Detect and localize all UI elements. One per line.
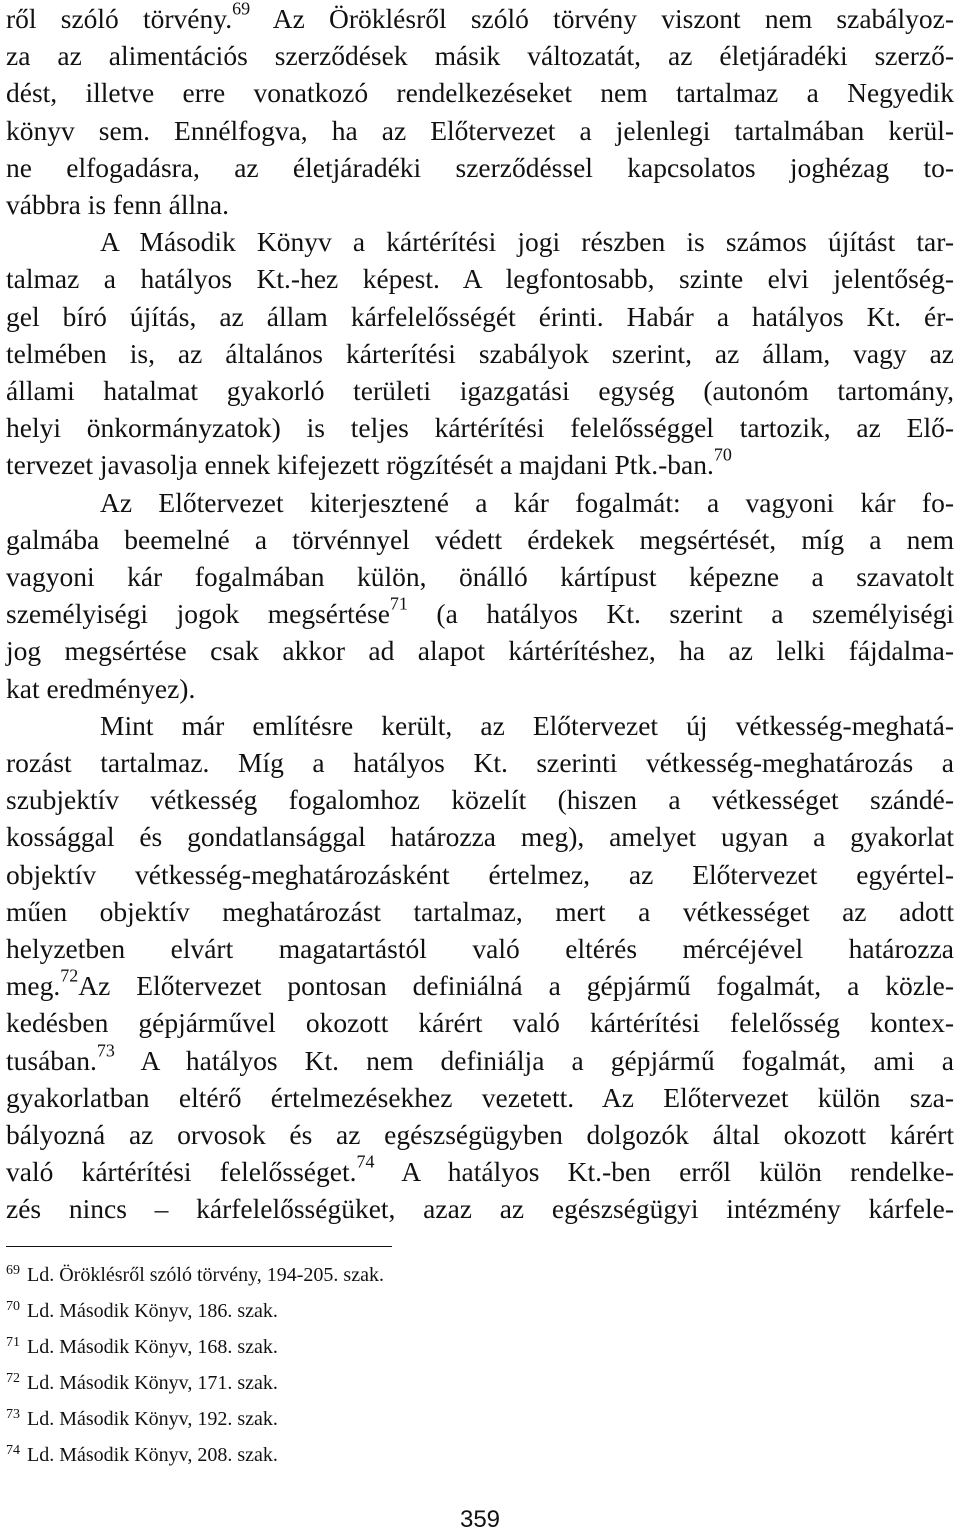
footnote-text: Ld. Öröklésről szóló törvény, 194-205. szak. bbox=[27, 1264, 384, 1286]
text-line: za az alimentációs szerződések másik változatát, az életjáradéki szerző- bbox=[6, 40, 954, 72]
footnote-number: 72 bbox=[6, 1371, 20, 1386]
text-line bbox=[6, 1153, 954, 1190]
text-line: objektív vétkesség-meghatározásként értelmez, az Előtervezet egyértel- bbox=[6, 858, 954, 890]
footnote-separator bbox=[6, 1246, 392, 1247]
line-text: tervezet javasolja ennek kifejezett rögzítését a majdani Ptk.-ban. bbox=[6, 449, 714, 481]
text-line: gel bíró újítás, az állam kárfelelősségét érinti. Habár a hatályos Kt. ér- bbox=[6, 300, 954, 332]
text-line bbox=[6, 1042, 954, 1079]
footnote bbox=[6, 1442, 278, 1468]
footnote-number: 74 bbox=[6, 1443, 20, 1458]
text-line: A Második Könyv a kártérítési jogi részben is számos újítást tar- bbox=[100, 226, 954, 258]
text-line: kedésben gépjárművel okozott kárért való kártérítési felelősség kontex- bbox=[6, 1007, 954, 1039]
text-line bbox=[6, 967, 954, 1004]
footnote-text: Ld. Második Könyv, 168. szak. bbox=[27, 1336, 278, 1358]
text-line: rozást tartalmaz. Míg a hatályos Kt. szerinti vétkesség-meghatározás a bbox=[6, 747, 954, 778]
page-number: 359 bbox=[459, 1506, 501, 1533]
footnote-text: Ld. Második Könyv, 171. szak. bbox=[27, 1372, 278, 1394]
footnote bbox=[6, 1406, 278, 1432]
text-line: műen objektív meghatározást tartalmaz, mert a vétkességet az adott bbox=[6, 895, 954, 927]
text-line: könyv sem. Ennélfogva, ha az Előtervezet a jelenlegi tartalmában kerül- bbox=[6, 114, 954, 146]
footnote-ref: 73 bbox=[96, 1040, 115, 1061]
footnote bbox=[6, 1262, 384, 1288]
text-line: Az Előtervezet kiterjesztené a kár fogalmát: a vagyoni kár fo- bbox=[100, 486, 954, 518]
text-line: kossággal és gondatlansággal határozza meg), amelyet ugyan a gyakorlat bbox=[6, 821, 954, 853]
line-text: Az Előtervezet pontosan definiálná a gépjármű fogalmát, a közle- bbox=[78, 970, 954, 1002]
footnote-ref: 71 bbox=[389, 593, 408, 614]
text-line: telmében is, az általános kárterítési szabályok szerint, az állam, vagy az bbox=[6, 337, 954, 369]
line-text: ről szóló törvény. bbox=[6, 3, 233, 34]
footnote-ref: 72 bbox=[60, 965, 79, 986]
text-line: helyzetben elvárt magatartástól való eltérés mércéjével határozza bbox=[6, 933, 954, 964]
text-line: Mint már említésre került, az Előtervezet új vétkesség-meghatá- bbox=[100, 709, 954, 741]
text-line: vábbra is fenn állna. bbox=[6, 189, 229, 220]
text-line bbox=[6, 446, 954, 483]
footnote-number: 69 bbox=[6, 1263, 20, 1278]
footnote-text: Ld. Második Könyv, 208. szak. bbox=[27, 1444, 278, 1466]
text-line bbox=[6, 595, 954, 632]
text-line: helyi önkormányzatok) is teljes kártérítési felelősséggel tartozik, az Elő- bbox=[6, 412, 954, 444]
text-line: zés nincs – kárfelelősségüket, azaz az egészségügyi intézmény kárfele- bbox=[6, 1193, 954, 1225]
footnote-number: 70 bbox=[6, 1299, 20, 1314]
text-line: bályozná az orvosok és az egészségügyben dolgozók által okozott kárért bbox=[6, 1119, 954, 1150]
footnote-ref: 74 bbox=[356, 1151, 375, 1172]
footnote bbox=[6, 1370, 278, 1396]
footnote-number: 71 bbox=[6, 1335, 20, 1350]
line-text: A hatályos Kt.-ben erről külön rendelke- bbox=[374, 1156, 954, 1188]
text-line: galmába beemelné a törvénnyel védett érdekek megsértését, míg a nem bbox=[6, 523, 954, 555]
footnote-text: Ld. Második Könyv, 186. szak. bbox=[27, 1300, 278, 1322]
line-text: Az Öröklésről szóló törvény viszont nem szabályoz- bbox=[250, 3, 954, 34]
footnote-text: Ld. Második Könyv, 192. szak. bbox=[27, 1408, 278, 1430]
text-line: vagyoni kár fogalmában külön, önálló kártípust képezne a szavatolt bbox=[6, 561, 954, 592]
footnote-ref: 70 bbox=[713, 444, 732, 465]
footnote-ref: 69 bbox=[232, 0, 251, 19]
line-text: A hatályos Kt. nem definiálja a gépjármű fogalmát, ami a bbox=[114, 1044, 954, 1076]
text-line: jog megsértése csak akkor ad alapot kártérítéshez, ha az lelki fájdalma- bbox=[6, 635, 954, 667]
line-text: való kártérítési felelősséget. bbox=[6, 1156, 357, 1188]
text-line: szubjektív vétkesség fogalomhoz közelít (hiszen a vétkességet szándé- bbox=[6, 784, 954, 816]
line-text: (a hatályos Kt. szerint a személyiségi bbox=[407, 598, 954, 630]
text-line bbox=[6, 0, 954, 37]
line-text: személyiségi jogok megsértése bbox=[6, 598, 390, 630]
text-line: ne elfogadásra, az életjáradéki szerződéssel kapcsolatos joghézag to- bbox=[6, 151, 954, 183]
line-text: tusában. bbox=[6, 1044, 97, 1076]
text-line: kat eredményez). bbox=[6, 672, 196, 704]
text-line: állami hatalmat gyakorló területi igazgatási egység (autonóm tartomány, bbox=[6, 375, 954, 406]
footnote-number: 73 bbox=[6, 1407, 20, 1422]
footnote bbox=[6, 1334, 278, 1360]
text-line: talmaz a hatályos Kt.-hez képest. A legfontosabb, szinte elvi jelentőség- bbox=[6, 263, 954, 295]
text-line: dést, illetve erre vonatkozó rendelkezéseket nem tartalmaz a Negyedik bbox=[6, 77, 954, 109]
footnote bbox=[6, 1298, 278, 1324]
text-line: gyakorlatban eltérő értelmezésekhez vezetett. Az Előtervezet külön sza- bbox=[6, 1081, 954, 1113]
line-text: meg. bbox=[6, 970, 61, 1002]
